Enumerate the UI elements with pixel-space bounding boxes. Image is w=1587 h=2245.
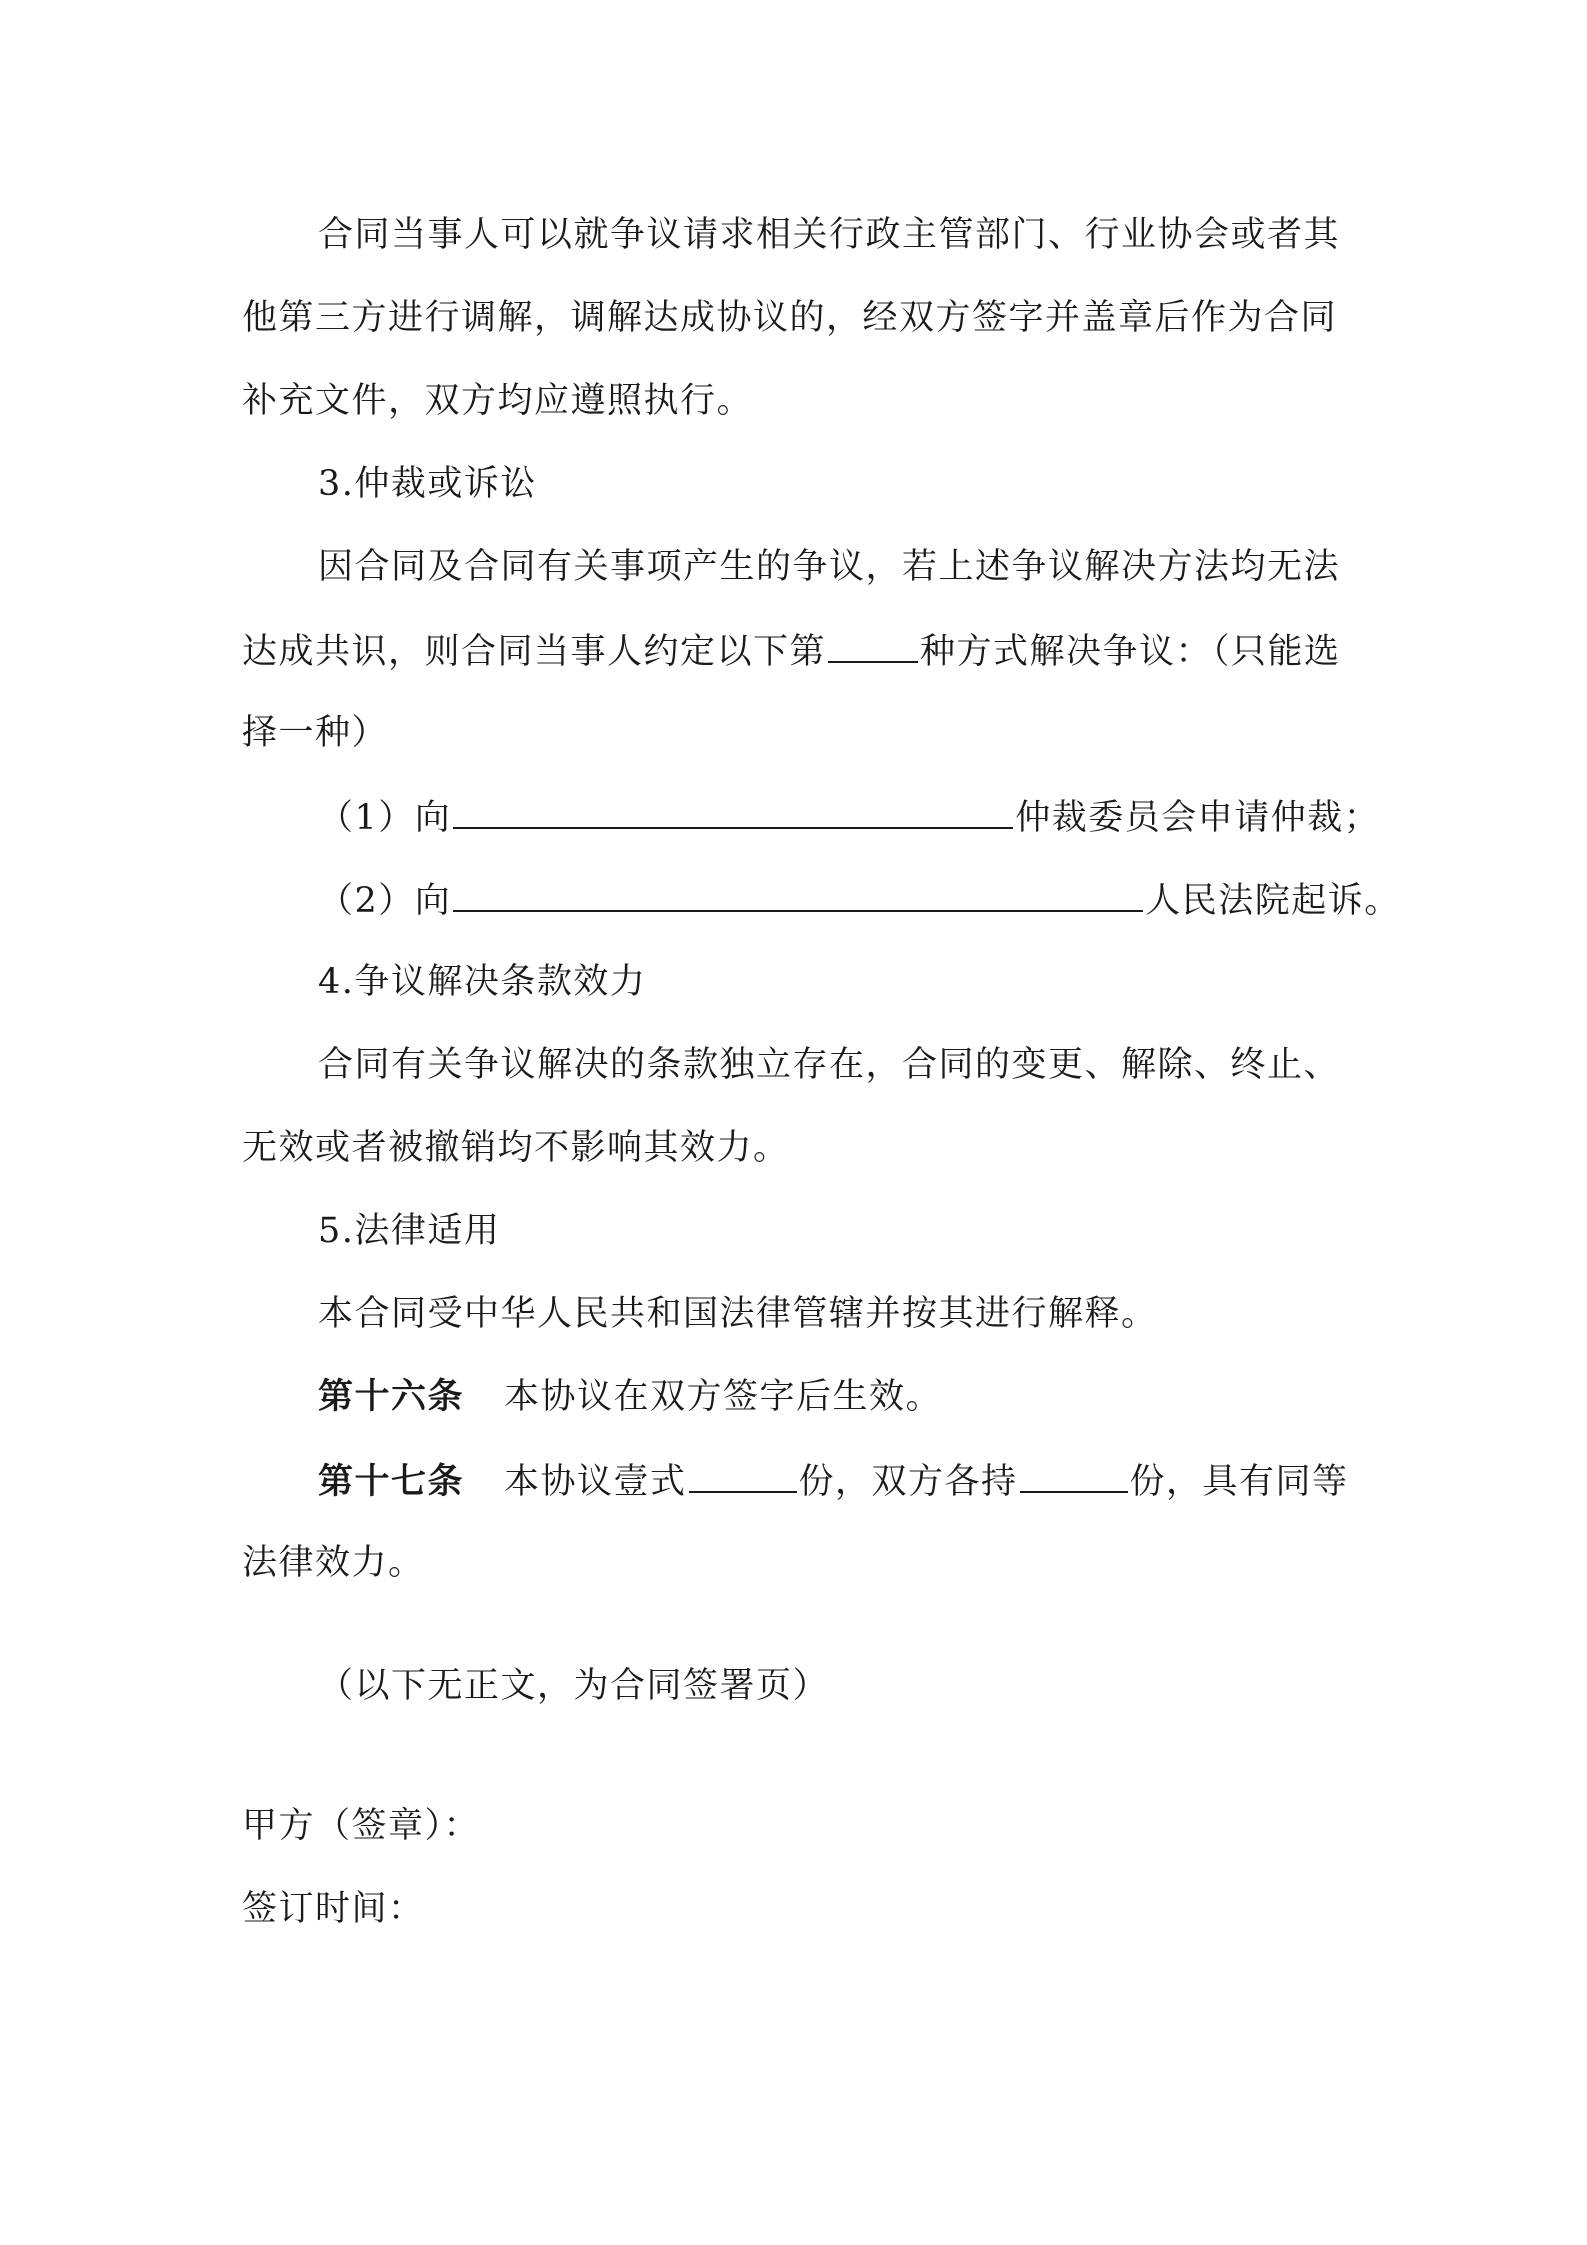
article-17-text-c: 份，具有同等: [1129, 1462, 1349, 1502]
heading-arbitration: 3.仲裁或诉讼: [318, 464, 537, 504]
paragraph-dispute-line-2: [242, 629, 1352, 673]
dispute-text-b: 种方式解决争议：（只能选: [920, 632, 1341, 672]
no-further-text-note: （以下无正文，为合同签署页）: [318, 1666, 830, 1706]
option-1-prefix: （1）向: [318, 798, 452, 838]
article-16-text: 本协议在双方签字后生效。: [504, 1377, 943, 1417]
article-16: [318, 1376, 1428, 1418]
court-blank[interactable]: [453, 878, 1143, 912]
paragraph-validity-line-2: 无效或者被撤销均不影响其效力。: [242, 1128, 790, 1168]
paragraph-mediation-line-2: 他第三方进行调解，调解达成协议的，经双方签字并盖章后作为合同: [242, 298, 1338, 338]
article-17-line-1: [318, 1459, 1428, 1503]
article-17-text-b: 份，双方各持: [798, 1462, 1018, 1502]
article-17-line-2: 法律效力。: [242, 1543, 425, 1583]
article-17-text-a: 本协议壹式: [504, 1462, 687, 1502]
option-2-prefix: （2）向: [318, 881, 452, 921]
paragraph-dispute-line-1: 因合同及合同有关事项产生的争议，若上述争议解决方法均无法: [318, 547, 1341, 587]
dispute-text-a: 达成共识，则合同当事人约定以下第: [242, 632, 827, 672]
heading-governing-law: 5.法律适用: [318, 1211, 501, 1251]
article-17-label: 第十七条: [318, 1461, 465, 1502]
signing-date: 签订时间：: [242, 1889, 425, 1929]
copies-each-blank[interactable]: [1020, 1459, 1128, 1493]
paragraph-dispute-line-3: 择一种）: [242, 713, 389, 753]
option-arbitration: [318, 795, 1428, 839]
paragraph-governing-law: 本合同受中华人民共和国法律管辖并按其进行解释。: [318, 1294, 1158, 1334]
copies-total-blank[interactable]: [689, 1459, 797, 1493]
option-litigation: [318, 878, 1428, 922]
article-16-label: 第十六条: [318, 1376, 465, 1417]
party-a-signature: 甲方（签章）：: [242, 1806, 481, 1846]
arbitration-commission-blank[interactable]: [453, 795, 1013, 829]
option-1-suffix: 仲裁委员会申请仲裁；: [1015, 798, 1381, 838]
method-number-blank[interactable]: [828, 629, 918, 663]
option-2-suffix: 人民法院起诉。: [1145, 881, 1401, 921]
paragraph-validity-line-1: 合同有关争议解决的条款独立存在，合同的变更、解除、终止、: [318, 1045, 1341, 1085]
paragraph-mediation-line-1: 合同当事人可以就争议请求相关行政主管部门、行业协会或者其: [318, 215, 1341, 255]
paragraph-mediation-line-3: 补充文件，双方均应遵照执行。: [242, 381, 754, 421]
heading-clause-validity: 4.争议解决条款效力: [318, 962, 647, 1002]
